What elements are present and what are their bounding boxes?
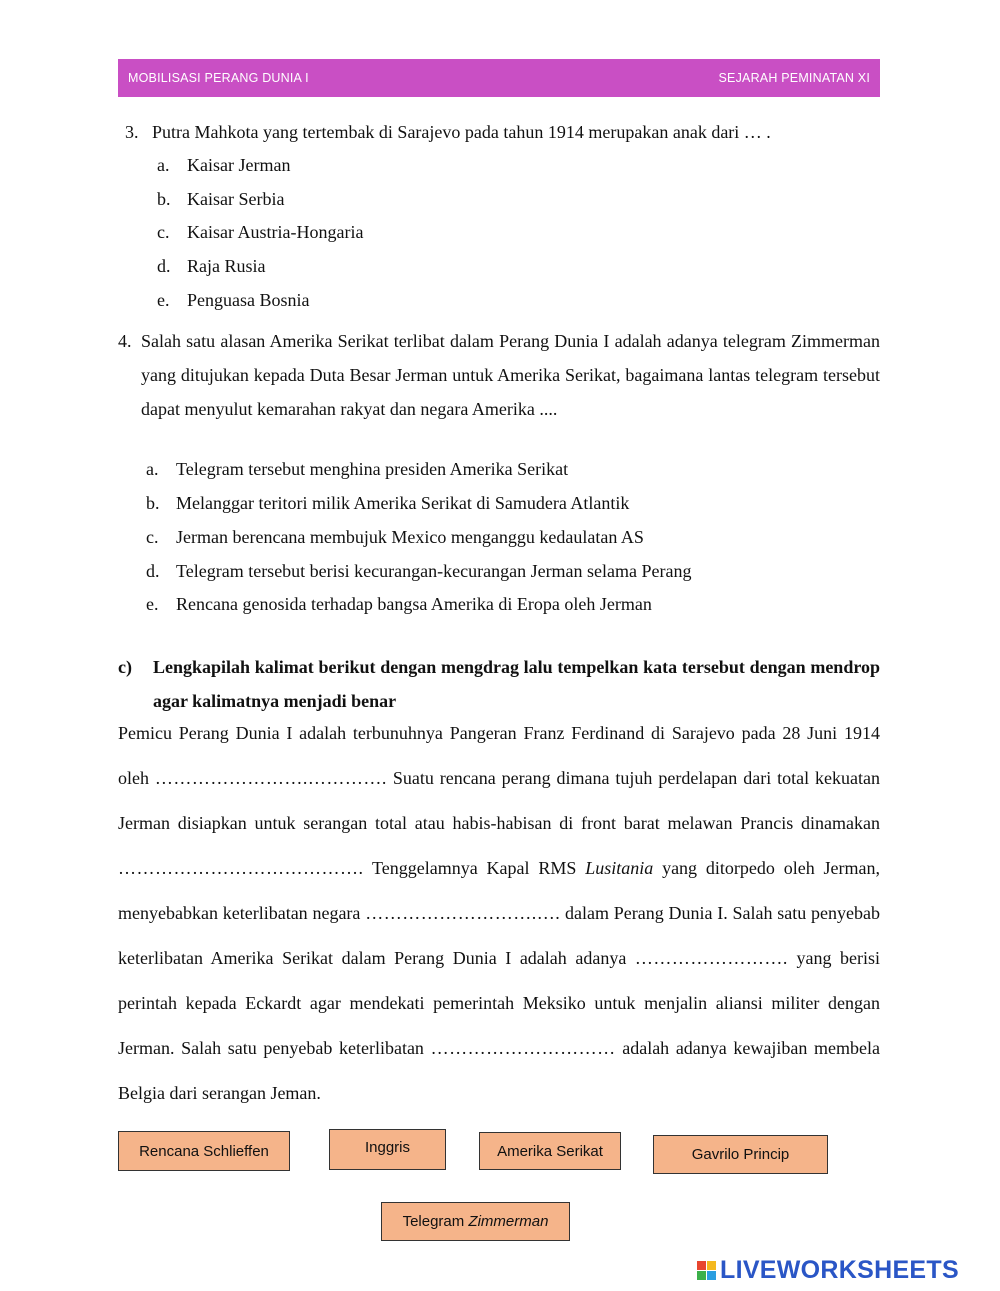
option-text: Kaisar Austria-Hongaria [187,222,364,242]
drag-item-amerika-serikat[interactable] [479,1132,621,1170]
drop-blank-4[interactable]: ……………………. [634,948,788,968]
option-text: Rencana genosida terhadap bangsa Amerika di Eropa oleh Jerman [176,594,652,614]
option-text: Raja Rusia [187,256,266,276]
option-letter: e. [146,594,159,614]
logo-text: LIVEWORKSHEETS [720,1255,959,1284]
option-b [146,493,629,513]
option-letter: b. [157,189,171,209]
option-letter: a. [146,459,159,479]
section-c-instruction [118,650,880,718]
option-d [157,256,266,276]
drop-blank-1[interactable]: …………………….…………. [154,768,387,788]
logo-block [697,1271,706,1280]
logo-block [697,1261,706,1270]
paragraph-text: dalam Perang Dunia I. Salah satu penyebab keterlibatan Amerika Serikat dalam Perang Dunia I adalah adanya [118,903,881,968]
option-text: Melanggar teritori milik Amerika Serikat di Samudera Atlantik [176,493,630,513]
paragraph-text: Pemicu Perang Dunia I adalah terbunuhnya Pangeran Franz Ferdinand di Sarajevo pada 28 Juni 1914 oleh [118,723,880,788]
option-b [157,189,284,209]
option-text: Kaisar Serbia [187,189,285,209]
drop-blank-2[interactable]: …………………………………. [118,858,364,878]
option-a [157,155,290,175]
header-right-title: SEJARAH PEMINATAN XI [718,71,870,85]
section-title: Lengkapilah kalimat berikut dengan mengdrag lalu tempelkan kata tersebut dengan mendrop agar kalimatnya menjadi benar [153,657,880,711]
drag-item-label-italic: Zimmerman [468,1213,549,1230]
option-letter: c. [157,222,170,242]
paragraph-text: yang berisi perintah kepada Eckardt agar mendekati pemerintah Meksiko untuk menjalin aliansi militer dengan Jerman. Salah satu penyebab keterlibatan [118,948,880,1058]
question-number: 3. [125,122,139,142]
option-letter: d. [146,561,160,581]
fill-in-paragraph [118,711,880,1116]
paragraph-text: yang ditorpedo oleh Jerman, menyebabkan keterlibatan negara [118,858,880,923]
section-label: c) [118,657,132,677]
option-c [157,222,363,242]
drag-item-label: Gavrilo Princip [691,1146,790,1163]
logo-block [707,1261,716,1270]
page-header [118,59,880,97]
logo-block [707,1271,716,1280]
paragraph-text: Suatu rencana perang dimana tujuh perdelapan dari total kekuatan Jerman disiapkan untuk serangan total atau habis-habisan di front barat melawan Prancis dinamakan [118,768,880,833]
drag-item-label: Rencana Schlieffen [139,1142,269,1160]
option-text: Telegram tersebut berisi kecurangan-kecurangan Jerman selama Perang [176,561,692,581]
option-text: Telegram tersebut menghina presiden Amerika Serikat [176,459,569,479]
option-letter: d. [157,256,171,276]
option-a [146,459,568,479]
option-letter: b. [146,493,160,513]
option-text: Jerman berencana membujuk Mexico menganggu kedaulatan AS [176,527,644,547]
option-letter: e. [157,290,170,310]
question-stem: Putra Mahkota yang tertembak di Sarajevo pada tahun 1914 merupakan anak dari … . [152,122,771,142]
drag-item-telegram-zimmerman[interactable] [381,1202,570,1241]
paragraph-text: adalah adanya kewajiban membela Belgia dari serangan Jeman. [118,1038,880,1103]
option-letter: c. [146,527,159,547]
paragraph-text: Tenggelamnya Kapal RMS [363,858,586,878]
drop-blank-5[interactable]: ………………………… [430,1038,616,1058]
option-e [146,594,652,614]
drag-item-label: Telegram [402,1213,469,1230]
liveworksheets-logo [697,1255,959,1285]
drag-item-gavrilo-princip[interactable] [653,1135,828,1174]
paragraph-italic-text: Lusitania [585,858,654,878]
question-3 [125,122,885,142]
drag-item-rencana-schlieffen[interactable] [118,1131,290,1171]
drag-item-label: Inggris [364,1139,411,1156]
question-number: 4. [118,331,132,351]
option-c [146,527,644,547]
option-e [157,290,309,310]
drag-item-inggris[interactable] [329,1129,446,1170]
option-letter: a. [157,155,170,175]
option-text: Kaisar Jerman [187,155,291,175]
question-4 [118,324,880,426]
drop-blank-3[interactable]: ……………………….…. [365,903,561,923]
option-d [146,561,692,581]
question-stem: Salah satu alasan Amerika Serikat terlibat dalam Perang Dunia I adalah adanya telegram Zimmerman yang ditujukan kepada Duta Besar Jerman untuk Amerika Serikat, bagaimana lantas telegram tersebut dapat menyulut kemarahan rakyat dan negara Amerika .... [141,331,880,419]
header-left-title: MOBILISASI PERANG DUNIA I [128,71,309,85]
logo-blocks-icon [697,1261,716,1280]
drag-item-label: Amerika Serikat [497,1142,603,1160]
option-text: Penguasa Bosnia [187,290,310,310]
